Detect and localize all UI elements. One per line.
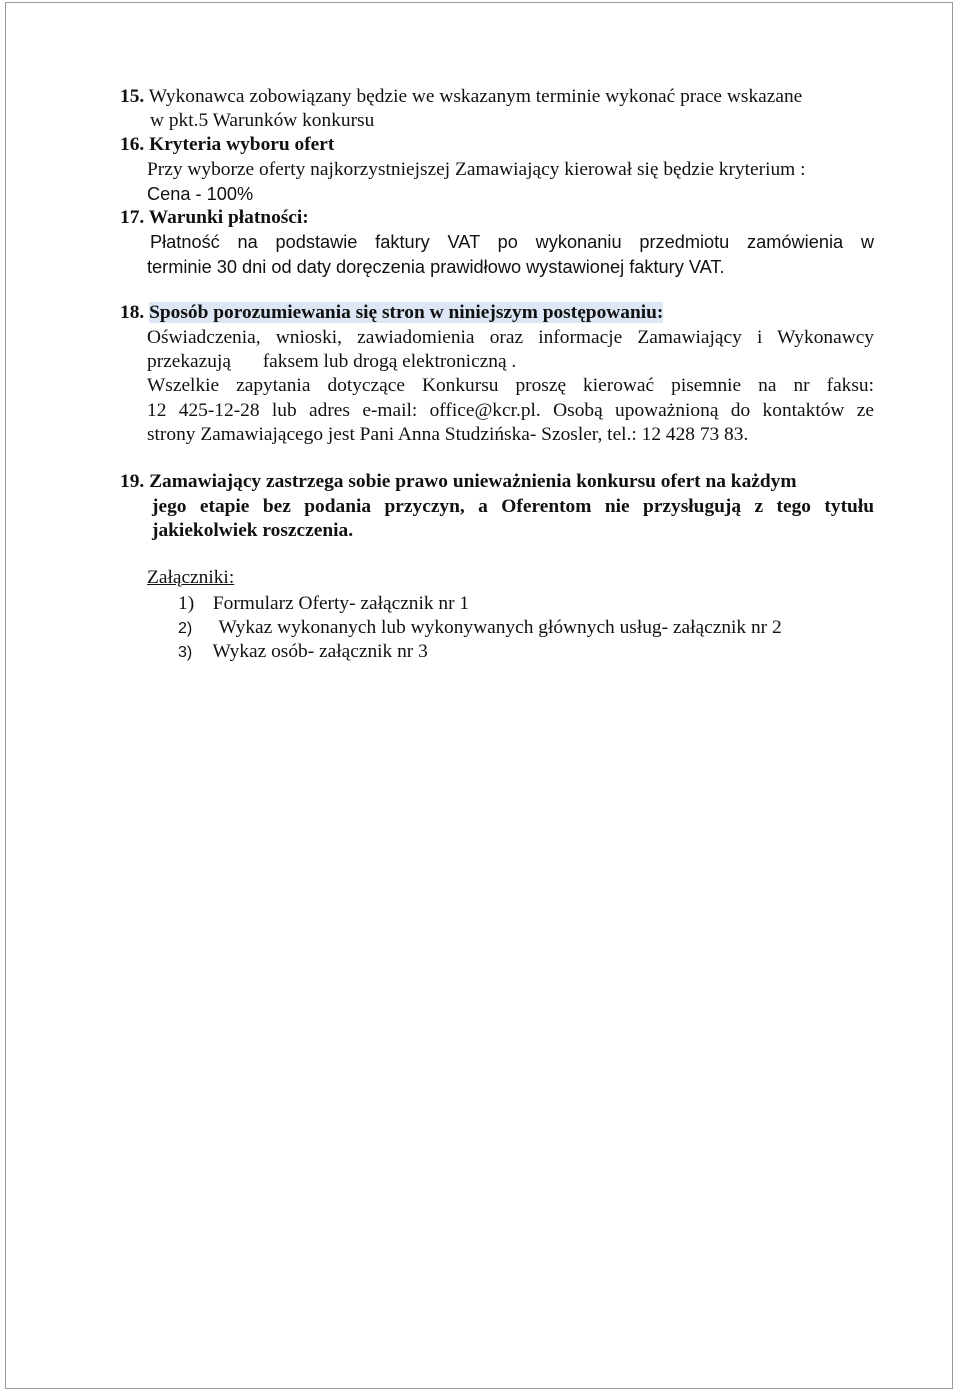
attachment-number: 1) <box>178 593 195 614</box>
attachment-number: 3) <box>178 644 193 661</box>
item-15-text-2: w pkt.5 Warunków konkursu <box>150 110 375 131</box>
attachment-number: 2) <box>178 620 193 637</box>
item-18-text-2 <box>147 350 516 374</box>
item-18-text-2a: przekazują <box>147 351 231 372</box>
item-19-text-2: jego etapie bez podania przyczyn, a Oferentom nie przysługują z tego tytułu <box>152 496 874 517</box>
item-19-number: 19. <box>120 471 145 492</box>
attachment-text: Formularz Oferty- załącznik nr 1 <box>212 593 470 614</box>
item-17-number: 17. <box>120 207 145 228</box>
attachment-item <box>178 640 428 665</box>
attachment-item <box>178 616 782 641</box>
item-16-title: Kryteria wyboru ofert <box>149 134 335 155</box>
item-19-line-1 <box>120 470 797 494</box>
attachment-item <box>178 592 469 616</box>
attachments-heading: Załączniki: <box>147 567 235 588</box>
item-16-number: 16. <box>120 134 145 155</box>
item-18-text-2b: faksem lub drogą elektroniczną . <box>262 351 517 372</box>
item-18-heading <box>120 301 663 325</box>
item-16-text-1: Przy wyborze oferty najkorzystniejszej Zamawiający kierował się będzie kryterium : <box>147 159 806 180</box>
item-17-text-1: Płatność na podstawie faktury VAT po wykonaniu przedmiotu zamówienia w <box>150 232 874 252</box>
item-18-text-4: 12 425-12-28 lub adres e-mail: office@kcr.pl. Osobą upoważnioną do kontaktów ze <box>147 400 874 421</box>
item-18-text-3: Wszelkie zapytania dotyczące Konkursu proszę kierować pisemnie na nr faksu: <box>147 375 874 396</box>
item-19-text-1: Zamawiający zastrzega sobie prawo unieważnienia konkursu ofert na każdym <box>149 471 797 492</box>
item-18-title: Sposób porozumiewania się stron w niniejszym postępowaniu: <box>149 302 664 323</box>
attachment-text: Wykaz wykonanych lub wykonywanych głównych usług- załącznik nr 2 <box>218 617 782 638</box>
item-18-number: 18. <box>120 302 145 323</box>
item-18-text-5: strony Zamawiającego jest Pani Anna Studzińska- Szosler, tel.: 12 428 73 83. <box>147 424 749 445</box>
item-16-heading <box>120 133 334 157</box>
item-19-text-3: jakiekolwiek roszczenia. <box>152 520 354 541</box>
item-15-text-1: Wykonawca zobowiązany będzie we wskazanym terminie wykonać prace wskazane <box>148 86 803 107</box>
item-15-line-1 <box>120 85 802 109</box>
item-17-text-2: terminie 30 dni od daty doręczenia prawidłowo wystawionej faktury VAT. <box>147 257 725 277</box>
item-17-title: Warunki płatności: <box>148 207 309 228</box>
attachment-text: Wykaz osób- załącznik nr 3 <box>212 641 428 662</box>
item-15-number: 15. <box>120 86 145 107</box>
item-17-heading <box>120 206 309 230</box>
item-18-text-1: Oświadczenia, wnioski, zawiadomienia oraz informacje Zamawiający i Wykonawcy <box>147 327 874 348</box>
item-16-text-2: Cena - 100% <box>147 184 254 204</box>
